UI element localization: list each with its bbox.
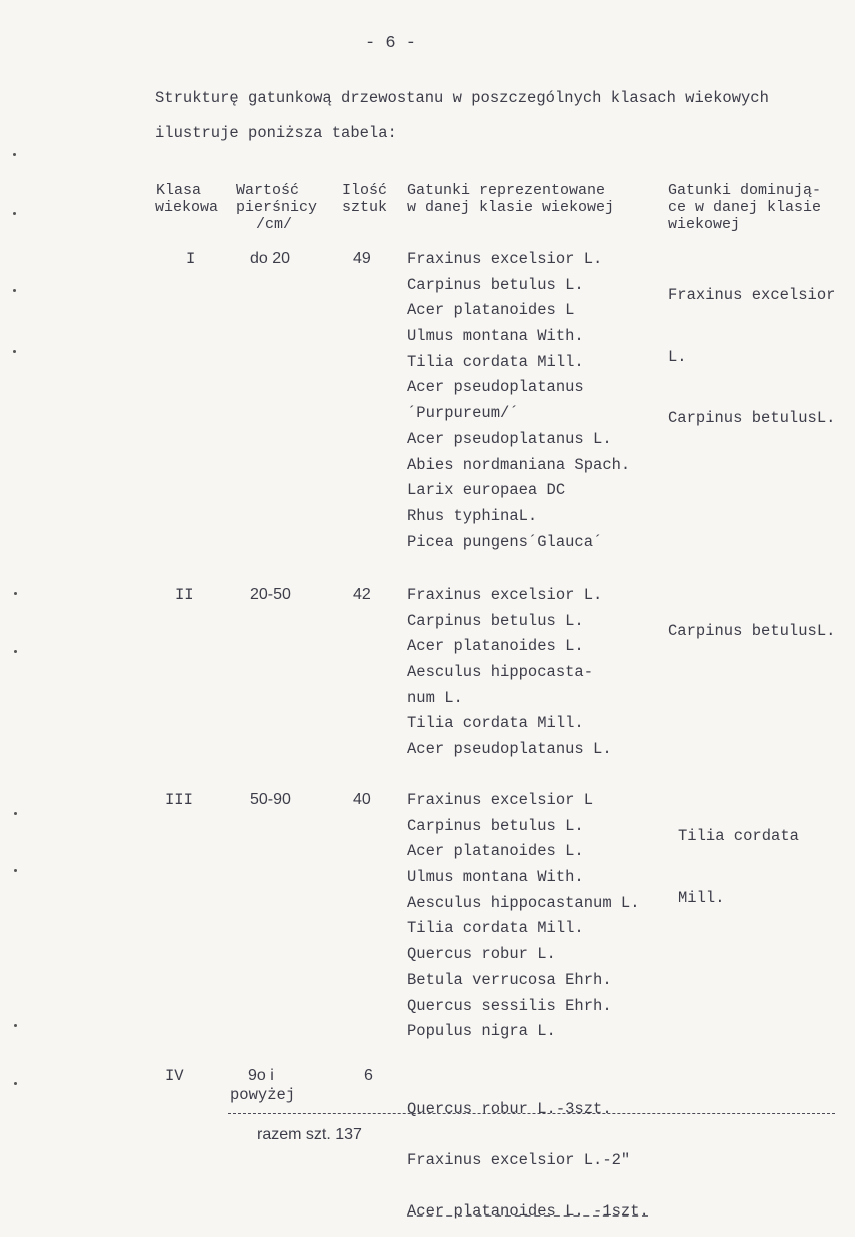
species-item: Betula verrucosa Ehrh.	[407, 970, 612, 989]
species-item: num L.	[407, 688, 463, 707]
species-item: Fraxinus excelsior L	[407, 791, 594, 809]
intro-line-2: ilustruje poniższa tabela:	[155, 124, 397, 142]
total-separator	[228, 1113, 835, 1114]
row-4-klasa: IV	[165, 1067, 184, 1085]
species-item: Larix europaea DC	[407, 481, 566, 500]
row-1-wartosc: do 20	[250, 250, 291, 267]
header-klasa: Klasa wiekowa	[155, 182, 219, 216]
header-wartosc: Wartość pierśnicy /cm/	[236, 182, 318, 233]
species-item: Acer platanoides L. -1szt.	[407, 1202, 649, 1220]
species-item: Quercus robur L.-3szt.	[407, 1100, 612, 1118]
row-1-gatunki	[407, 250, 630, 558]
species-item: Fraxinus excelsior L.	[407, 586, 603, 604]
row-4-wartosc-line-1: 9o i	[248, 1067, 274, 1084]
species-item: Quercus sessilis Ehrh.	[407, 996, 612, 1015]
species-item: Acer platanoides L.	[407, 842, 584, 861]
margin-mark	[13, 289, 16, 292]
row-2-klasa: II	[175, 586, 194, 604]
row-2-gatunki	[407, 586, 612, 766]
row-1-klasa: I	[186, 250, 196, 268]
row-2-dominujace: Carpinus betulusL.	[668, 622, 836, 640]
species-item: Abies nordmaniana Spach.	[407, 455, 631, 474]
species-item: Aesculus hippocasta-	[407, 663, 594, 682]
row-1-dominujace: Fraxinus excelsior L. Carpinus betulusL.	[668, 286, 836, 428]
species-item: Ulmus montana With.	[407, 868, 584, 887]
margin-mark	[14, 812, 17, 815]
total-label: razem szt. 137	[257, 1126, 362, 1143]
species-item: Fraxinus excelsior L.-2"	[407, 1151, 631, 1169]
species-item: Acer pseudoplatanus	[407, 378, 584, 397]
margin-mark	[13, 153, 16, 156]
row-2-wartosc: 20-50	[250, 586, 291, 603]
species-item: Tilia cordata Mill.	[407, 714, 584, 733]
species-item: Ulmus montana With.	[407, 327, 584, 346]
row-2-ilosc: 42	[353, 586, 371, 603]
species-item: Carpinus betulus L.	[407, 816, 584, 835]
species-item: Acer platanoides L.	[407, 637, 584, 656]
species-item: Acer pseudoplatanus L.	[407, 429, 612, 448]
row-3-dominujace: Tilia cordata Mill.	[678, 827, 799, 907]
row-4-wartosc-line-2: powyżej	[230, 1086, 296, 1104]
species-item: Acer platanoides L	[407, 301, 575, 320]
species-item: Populus nigra L.	[407, 1022, 556, 1041]
row-3-gatunki	[407, 791, 640, 1048]
margin-mark	[13, 212, 16, 215]
species-item: Tilia cordata Mill.	[407, 919, 584, 938]
margin-mark	[13, 350, 16, 353]
margin-mark	[14, 1024, 17, 1027]
intro-line-1: Strukturę gatunkową drzewostanu w poszczególnych klasach wiekowych	[155, 89, 769, 107]
species-item: Fraxinus excelsior L.	[407, 250, 603, 268]
species-item: Quercus robur L.	[407, 945, 556, 964]
species-item: Acer pseudoplatanus L.	[407, 740, 612, 759]
species-item: ´Purpureum/´	[407, 404, 519, 423]
page-number: - 6 -	[365, 34, 417, 53]
header-ilosc: Ilość sztuk	[342, 182, 388, 216]
row-3-klasa: III	[165, 791, 193, 809]
row-1-ilosc: 49	[353, 250, 371, 267]
row-4-gatunki	[407, 1067, 649, 1237]
species-item: Picea pungens´Glauca´	[407, 532, 603, 551]
species-item: Rhus typhinaL.	[407, 506, 538, 525]
header-gatunki: Gatunki reprezentowane w danej klasie wiekowej	[407, 182, 615, 216]
species-item: Carpinus betulus L.	[407, 275, 584, 294]
margin-mark	[14, 650, 17, 653]
species-item: Tilia cordata Mill.	[407, 352, 584, 371]
header-dominujace: Gatunki dominują- ce w danej klasie wiekowej	[668, 182, 822, 233]
row-4-ilosc: 6	[364, 1067, 373, 1084]
margin-mark	[14, 869, 17, 872]
row-3-wartosc: 50-90	[250, 791, 291, 808]
margin-mark	[14, 592, 17, 595]
species-item: Carpinus betulus L.	[407, 611, 584, 630]
margin-mark	[14, 1082, 17, 1085]
row-3-ilosc: 40	[353, 791, 371, 808]
species-item: Aesculus hippocastanum L.	[407, 893, 640, 912]
